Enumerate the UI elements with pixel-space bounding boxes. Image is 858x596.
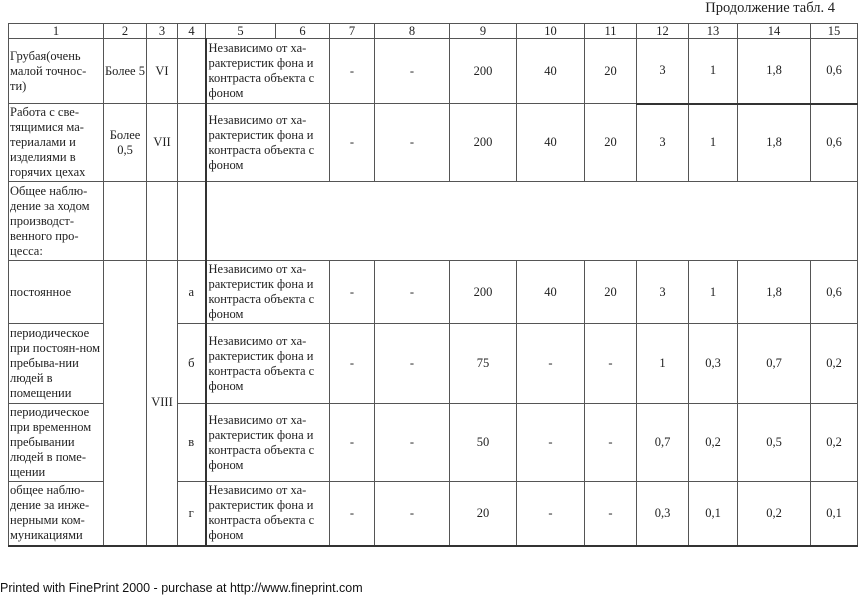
value-cell: 0,6 (811, 39, 858, 104)
column-number-row (9, 24, 858, 39)
category-cell: VII (147, 104, 178, 182)
value-cell: 0,1 (689, 482, 738, 546)
subcategory-cell: а (178, 261, 206, 324)
contrast-description-cell: Независимо от ха-рактеристик фона и контраста объекта с фоном (206, 104, 330, 182)
table-row (9, 104, 858, 182)
value-cell: 50 (450, 404, 517, 482)
value-cell: - (517, 324, 585, 404)
value-cell: 0,7 (637, 404, 689, 482)
empty-cell (147, 182, 178, 261)
value-cell: - (330, 324, 375, 404)
empty-cell (104, 182, 147, 261)
col-header: 15 (811, 24, 858, 39)
col-header: 10 (517, 24, 585, 39)
col-header: 14 (738, 24, 811, 39)
category-cell: VIII (147, 261, 178, 546)
value-cell: 0,7 (738, 324, 811, 404)
value-cell: - (585, 404, 637, 482)
value-cell: 0,2 (811, 404, 858, 482)
col-header: 11 (585, 24, 637, 39)
value-cell: 0,6 (811, 261, 858, 324)
value-cell: - (517, 482, 585, 546)
empty-cell (206, 182, 858, 261)
col-header: 1 (9, 24, 104, 39)
category-cell: VI (147, 39, 178, 104)
value-cell: 3 (637, 104, 689, 182)
value-cell: 1,8 (738, 104, 811, 182)
value-cell: - (585, 482, 637, 546)
work-type-cell: Грубая(очень малой точнос-ти) (9, 39, 104, 104)
value-cell: - (517, 404, 585, 482)
subcategory-cell (178, 104, 206, 182)
table-row (9, 261, 858, 324)
work-type-cell: периодическое при постоян-ном пребыва-нии людей в помещении (9, 324, 104, 404)
value-cell: 40 (517, 261, 585, 324)
value-cell: 3 (637, 39, 689, 104)
value-cell: 0,2 (689, 404, 738, 482)
object-size-cell (104, 261, 147, 546)
contrast-description-cell: Независимо от ха-рактеристик фона и контраста объекта с фоном (206, 324, 330, 404)
col-header: 4 (178, 24, 206, 39)
value-cell: 20 (585, 104, 637, 182)
value-cell: - (330, 104, 375, 182)
value-cell: 0,5 (738, 404, 811, 482)
value-cell: - (375, 324, 450, 404)
contrast-description-cell: Независимо от ха-рактеристик фона и контраста объекта с фоном (206, 404, 330, 482)
value-cell: 1 (689, 39, 738, 104)
value-cell: - (375, 261, 450, 324)
col-header: 7 (330, 24, 375, 39)
work-type-cell: общее наблю-дение за инже-нерными ком-муникациями (9, 482, 104, 546)
value-cell: 0,1 (811, 482, 858, 546)
table-row (9, 182, 858, 261)
work-type-cell: Работа с све-тящимися ма-териалами и изделиями в горячих цехах (9, 104, 104, 182)
value-cell: 3 (637, 261, 689, 324)
value-cell: 1 (637, 324, 689, 404)
contrast-description-cell: Независимо от ха-рактеристик фона и контраста объекта с фоном (206, 482, 330, 546)
col-header: 8 (375, 24, 450, 39)
value-cell: 1 (689, 104, 738, 182)
empty-cell (178, 182, 206, 261)
value-cell: - (375, 482, 450, 546)
value-cell: - (375, 404, 450, 482)
value-cell: - (375, 39, 450, 104)
value-cell: 1,8 (738, 261, 811, 324)
value-cell: - (330, 39, 375, 104)
subcategory-cell: г (178, 482, 206, 546)
value-cell: 0,6 (811, 104, 858, 182)
value-cell: 0,3 (689, 324, 738, 404)
table-caption: Продолжение табл. 4 (705, 0, 835, 16)
value-cell: - (375, 104, 450, 182)
work-type-cell: постоянное (9, 261, 104, 324)
value-cell: 200 (450, 39, 517, 104)
col-header: 6 (276, 24, 330, 39)
value-cell: 0,2 (811, 324, 858, 404)
object-size-cell: Более 5 (104, 39, 147, 104)
value-cell: 200 (450, 104, 517, 182)
value-cell: 1 (689, 261, 738, 324)
contrast-description-cell: Независимо от ха-рактеристик фона и контраста объекта с фоном (206, 261, 330, 324)
print-footer: Printed with FinePrint 2000 - purchase at http://www.fineprint.com (0, 581, 363, 595)
contrast-description-cell: Независимо от ха-рактеристик фона и контраста объекта с фоном (206, 39, 330, 104)
col-header: 2 (104, 24, 147, 39)
col-header: 3 (147, 24, 178, 39)
value-cell: 20 (585, 39, 637, 104)
table-row (9, 39, 858, 104)
value-cell: 40 (517, 104, 585, 182)
col-header: 5 (206, 24, 276, 39)
subcategory-cell: б (178, 324, 206, 404)
value-cell: 0,2 (738, 482, 811, 546)
value-cell: 20 (585, 261, 637, 324)
value-cell: - (585, 324, 637, 404)
value-cell: 0,3 (637, 482, 689, 546)
lighting-norms-table (8, 23, 858, 547)
value-cell: - (330, 261, 375, 324)
value-cell: 75 (450, 324, 517, 404)
value-cell: 40 (517, 39, 585, 104)
col-header: 12 (637, 24, 689, 39)
value-cell: - (330, 482, 375, 546)
value-cell: 200 (450, 261, 517, 324)
subcategory-cell: в (178, 404, 206, 482)
object-size-cell: Более 0,5 (104, 104, 147, 182)
work-type-cell: Общее наблю-дение за ходом производст-венного про-цесса: (9, 182, 104, 261)
subcategory-cell (178, 39, 206, 104)
value-cell: - (330, 404, 375, 482)
col-header: 13 (689, 24, 738, 39)
value-cell: 20 (450, 482, 517, 546)
value-cell: 1,8 (738, 39, 811, 104)
col-header: 9 (450, 24, 517, 39)
work-type-cell: периодическое при временном пребывании людей в поме-щении (9, 404, 104, 482)
